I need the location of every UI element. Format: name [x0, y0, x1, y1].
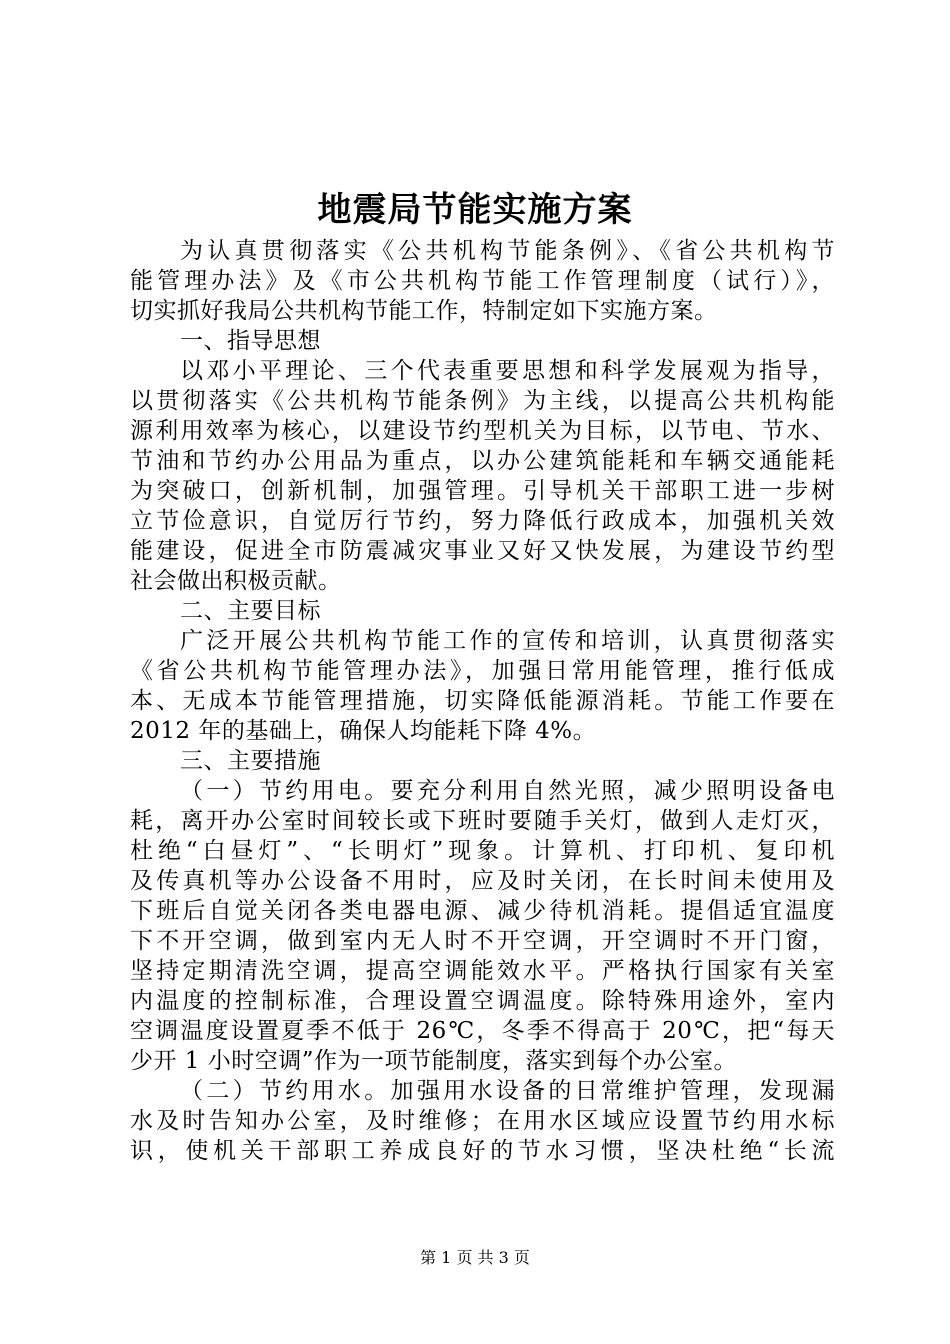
text-line: 能管理办法》及《市公共机构节能工作管理制度（试行）》，	[130, 268, 835, 294]
text-line: 下不开空调，做到室内无人时不开空调，开空调时不开门窗，	[130, 928, 835, 954]
text-line: 本、无成本节能管理措施，切实降低能源消耗。节能工作要在	[130, 688, 835, 714]
document-title: 地震局节能实施方案	[317, 190, 633, 230]
text-line: 源利用效率为核心，以建设节约型机关为目标，以节电、节水、	[130, 418, 835, 444]
text-line: 节油和节约办公用品为重点，以办公建筑能耗和车辆交通能耗	[130, 448, 835, 474]
text-line: 杜绝“白昼灯”、“长明灯”现象。计算机、打印机、复印机	[130, 838, 835, 864]
text-line: 及传真机等办公设备不用时，应及时关闭，在长时间未使用及	[130, 868, 835, 894]
text-line: 下班后自觉关闭各类电器电源、减少待机消耗。提倡适宜温度	[130, 898, 835, 924]
text-line: 坚持定期清洗空调，提高空调能效水平。严格执行国家有关室	[130, 958, 835, 984]
page-footer: 第 1 页 共 3 页	[420, 1248, 530, 1267]
text-line: 切实抓好我局公共机构节能工作，特制定如下实施方案。	[130, 298, 718, 324]
text-line: 三、主要措施	[180, 748, 321, 774]
text-line: 社会做出积极贡献。	[130, 568, 342, 594]
text-line: 少开 1 小时空调”作为一项节能制度，落实到每个办公室。	[130, 1048, 738, 1074]
text-line: 一、指导思想	[180, 328, 321, 354]
text-line: 广泛开展公共机构节能工作的宣传和培训，认真贯彻落实	[180, 628, 835, 654]
text-line: 2012 年的基础上，确保人均能耗下降 4%。	[130, 718, 597, 744]
text-line: 立节俭意识，自觉厉行节约，努力降低行政成本，加强机关效	[130, 508, 835, 534]
text-line: 以邓小平理论、三个代表重要思想和科学发展观为指导，	[180, 358, 835, 384]
text-line: （二）节约用水。加强用水设备的日常维护管理，发现漏	[180, 1078, 835, 1104]
text-line: 空调温度设置夏季不低于 26℃，冬季不得高于 20℃，把“每天	[130, 1018, 835, 1044]
text-line: 内温度的控制标准，合理设置空调温度。除特殊用途外，室内	[130, 988, 835, 1014]
text-line: 以贯彻落实《公共机构节能条例》为主线，以提高公共机构能	[130, 388, 835, 414]
text-line: 水及时告知办公室，及时维修；在用水区域应设置节约用水标	[130, 1108, 835, 1134]
text-line: 为认真贯彻落实《公共机构节能条例》、《省公共机构节	[180, 238, 835, 264]
text-line: 《省公共机构节能管理办法》，加强日常用能管理，推行低成	[130, 658, 835, 684]
text-line: 二、主要目标	[180, 598, 321, 624]
text-line: 耗，离开办公室时间较长或下班时要随手关灯，做到人走灯灭，	[130, 808, 835, 834]
text-line: 识，使机关干部职工养成良好的节水习惯，坚决杜绝“长流	[130, 1138, 835, 1164]
document-body	[130, 236, 835, 1166]
text-line: 能建设，促进全市防震减灾事业又好又快发展，为建设节约型	[130, 538, 835, 564]
text-line: 为突破口，创新机制，加强管理。引导机关干部职工进一步树	[130, 478, 835, 504]
text-line: （一）节约用电。要充分利用自然光照，减少照明设备电	[180, 778, 835, 804]
